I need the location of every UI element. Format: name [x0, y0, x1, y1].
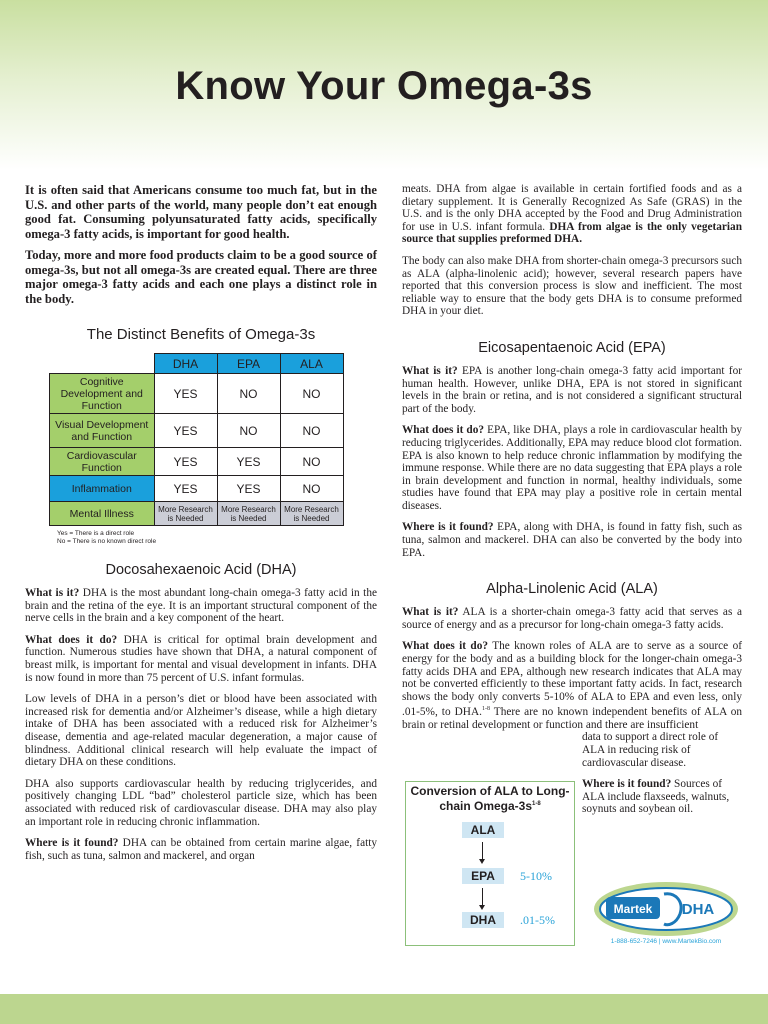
epa-what: [402, 365, 742, 415]
contact-info: 1-888-652-7246 | www.MartekBio.com: [610, 938, 722, 945]
row-label-cardiovascular: Cardiovascular Function: [50, 448, 155, 476]
martek-dha-logo: [592, 880, 740, 938]
row-label-cognitive: Cognitive Development and Function: [50, 374, 155, 414]
logo-text-martek: Martek: [613, 902, 653, 916]
table-cell: NO: [280, 374, 343, 414]
dha-cardio: DHA also supports cardiovascular health by reducing triglycerides, and positively changing LDL “bad” cholesterol particle size, which has been associated with reduced risk of cardiovascular disease. DHA may also play an important role in reducing chronic inflammation.: [25, 777, 377, 828]
epa-found-text: EPA, along with DHA, is found in fatty fish, such as tuna, salmon and mackerel. DHA can also be converted by the body into EPA.: [402, 521, 743, 559]
conversion-title-text: Conversion of ALA to Long-chain Omega-3s: [410, 784, 570, 813]
intro-paragraph-2: Today, more and more food products claim to be a good source of omega-3s, but not all omega-3s are created equal. There are three major omega-3 fatty acids and each one plays a distinct role in the body.: [25, 248, 377, 306]
table-cell: NO: [280, 476, 343, 502]
table-cell: NO: [280, 414, 343, 448]
conversion-box: [405, 781, 575, 946]
ala-does: [402, 640, 742, 731]
footer-band: [0, 994, 768, 1024]
table-corner: [50, 354, 155, 374]
conversion-paragraph: The body can also make DHA from shorter-chain omega-3 precursors such as ALA (alpha-linolenic acid); however, several research papers have reported that this conversion process is slow and inefficient. The most reliable way to ensure that the body gets DHA is to consume preformed DHA in your diet.: [402, 254, 742, 318]
arrow-down-icon: [482, 842, 483, 860]
logo-text-dha: DHA: [681, 901, 715, 918]
dha-does-text: DHA is critical for optimal brain development and function. Numerous studies have shown that DHA, a natural component of breast milk, is important for mental and visual development in infants. DHA is now found in more than 75 percent of U.S. infant formulas.: [25, 633, 377, 684]
dha-does-label: What does it do?: [25, 633, 118, 646]
table-cell: More Research is Needed: [280, 502, 343, 526]
epa-does-label: What does it do?: [402, 424, 485, 437]
table-cell: YES: [154, 414, 217, 448]
table-cell: NO: [280, 448, 343, 476]
ala-found-label: Where is it found?: [582, 778, 672, 791]
dha-algae-statement: DHA from algae is the only vegetarian source that supplies preformed DHA.: [402, 220, 742, 246]
table-cell: NO: [217, 414, 280, 448]
epa-does: [402, 424, 742, 512]
ala-does-label: What does it do?: [402, 640, 489, 653]
epa-found-label: Where is it found?: [402, 521, 494, 534]
table-cell: YES: [217, 476, 280, 502]
intro-paragraph-1: It is often said that Americans consume too much fat, but in the U.S. and other parts of the world, many people don’t eat enough good fat. Consuming polyunsaturated fatty acids, specifically omega-3 fatty acids, is important for good health.: [25, 183, 377, 241]
dha-low-levels: Low levels of DHA in a person’s diet or blood have been associated with increased risk for dementia and/or Alzheimer’s disease, while a high dietary intake of DHA has been associated with a reduced risk for Alzheimer’s disease, dementia and age-related macular degeneration, a major cause of blindness. Additional clinical research will help evaluate the impact of dietary DHA on these conditions.: [25, 693, 377, 769]
dha-found-text: DHA can be obtained from certain marine algae, fatty fish, such as tuna, salmon and mackerel, and organ: [25, 837, 378, 862]
dha-continued: [402, 183, 742, 246]
col-header-ala: ALA: [280, 354, 343, 374]
dha-what-label: What is it?: [25, 587, 80, 599]
left-column: [25, 183, 377, 871]
ala-wrap-text: [582, 731, 742, 816]
epa-what-text: EPA is another long-chain omega-3 fatty acid important for human health. However, unlike DHA, EPA is not stored in significant levels in the brain or retina, and is not considered a significant structural part of the body.: [402, 364, 742, 415]
col-header-dha: DHA: [154, 354, 217, 374]
conversion-rate-epa: 5-10%: [520, 869, 552, 883]
dha-what-text: DHA is the most abundant long-chain omega-3 fatty acid in the brain and the retina of the eye. It is an important structural component of the nerve cells in the brain and a key component of the heart.: [25, 587, 377, 625]
page-title: Know Your Omega-3s: [175, 64, 593, 108]
benefits-table: [49, 353, 344, 526]
epa-found: [402, 521, 742, 559]
epa-heading: Eicosapentaenoic Acid (EPA): [478, 339, 666, 356]
epa-does-text: EPA, like DHA, plays a role in cardiovascular health by reducing triglycerides. Additionally, EPA may reduce blood clot formation. EPA is also known to help reduce chronic inflammation by modifying the immune response. While there are no data suggesting that EPA plays a role in brain development and function in normal, healthy individuals, some studies have found that EPA may play a positive role in certain mental diseases.: [402, 424, 742, 512]
ala-what-text: ALA is a shorter-chain omega-3 fatty acid that serves as a source of energy and as a precursor for long-chain omega-3 fatty acids.: [402, 606, 742, 631]
ala-heading: Alpha-Linolenic Acid (ALA): [486, 581, 658, 598]
dha-what: [25, 587, 377, 625]
table-legend: [57, 530, 377, 546]
conversion-title-citation: 1-8: [532, 801, 541, 807]
row-label-inflammation: Inflammation: [50, 476, 155, 502]
conversion-title: [406, 785, 574, 813]
right-column: [402, 183, 742, 825]
ala-does-continued: data to support a direct role of ALA in reducing risk of cardiovascular disease.: [582, 731, 719, 769]
ala-what: [402, 606, 742, 631]
table-cell: YES: [154, 476, 217, 502]
table-cell: YES: [217, 448, 280, 476]
conversion-rate-dha: .01-5%: [520, 913, 555, 927]
table-cell: YES: [154, 374, 217, 414]
table-cell: NO: [217, 374, 280, 414]
legend-yes: Yes = There is a direct role: [57, 530, 135, 537]
ala-found-text: Sources of ALA include flaxseeds, walnuts, soynuts and soybean oil.: [582, 778, 730, 816]
dha-continued-text: meats. DHA from algae is available in certain fortified foods and as a dietary supplement. It is Generally Recognized As Safe (GRAS) in the U.S. and is the only DHA accepted by the Food and Drug Administration for use in U.S. infant formula.: [402, 183, 742, 233]
ala-does-tail: There are no known independent benefits of ALA on brain or retinal development or function and there are insufficient: [402, 706, 742, 731]
table-title: The Distinct Benefits of Omega-3s: [86, 326, 316, 343]
dha-found: [25, 837, 377, 862]
logo-graphic: [592, 880, 740, 938]
conversion-step-epa: EPA: [462, 868, 504, 884]
dha-heading: Docosahexaenoic Acid (DHA): [105, 562, 297, 578]
table-cell: More Research is Needed: [154, 502, 217, 526]
table-cell: More Research is Needed: [217, 502, 280, 526]
dha-does: [25, 634, 377, 684]
row-label-mental-illness: Mental Illness: [50, 502, 155, 526]
ala-does-text: The known roles of ALA are to serve as a source of energy for the body and as a building block for the longer-chain omega-3 fatty acids DHA and EPA, although new research indicates that ALA may not be converted efficiently to these important fatty acids. In fact, research shows the body only converts 5-10% of ALA to EPA and even less, only .01-5%, to DHA.: [402, 640, 742, 719]
col-header-epa: EPA: [217, 354, 280, 374]
ala-does-citation: 1-8: [481, 706, 490, 713]
legend-no: No = There is no known direct role: [57, 538, 157, 545]
table-cell: YES: [154, 448, 217, 476]
ala-what-label: What is it?: [402, 606, 459, 619]
dha-found-label: Where is it found?: [25, 837, 119, 850]
arrow-down-icon: [482, 888, 483, 906]
ala-found: [582, 778, 742, 816]
conversion-step-ala: ALA: [462, 822, 504, 838]
row-label-visual: Visual Development and Function: [50, 414, 155, 448]
epa-what-label: What is it?: [402, 364, 458, 377]
conversion-step-dha: DHA: [462, 912, 504, 928]
